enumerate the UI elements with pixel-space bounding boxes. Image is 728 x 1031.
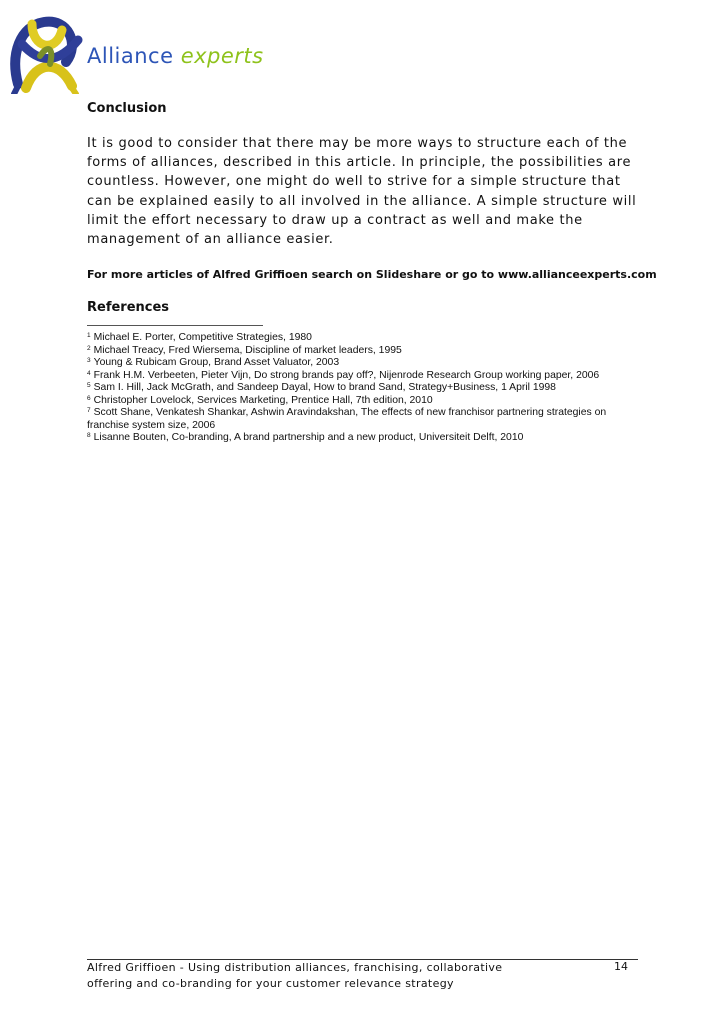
footnote-divider — [87, 325, 263, 326]
reference-number: 4 — [87, 369, 91, 377]
brand-word-alliance: Alliance — [87, 44, 174, 68]
reference-text: Christopher Lovelock, Services Marketing, Prentice Hall, 7th edition, 2010 — [93, 394, 433, 406]
reference-list — [87, 332, 647, 445]
reference-number: 5 — [87, 382, 91, 389]
page-number: 14 — [614, 960, 628, 973]
reference-item — [87, 395, 647, 408]
reference-text: Sam I. Hill, Jack McGrath, and Sandeep Dayal, How to brand Sand, Strategy+Business, 1 April 1998 — [93, 382, 556, 393]
reference-item — [87, 382, 647, 395]
reference-text: Lisanne Bouten, Co-branding, A brand partnership and a new product, Universiteit Delft, 2010 — [93, 432, 524, 443]
conclusion-paragraph: It is good to consider that there may be more ways to structure each of the forms of alliances, described in this article. In principle, the possibilities are countless. However, one might do well to strive for a simple structure that can be explained easily to all involved in the alliance. A simple structure will limit the effort necessary to draw up a contract as well and make the management of an alliance easier. — [87, 136, 637, 248]
reference-text: Scott Shane, Venkatesh Shankar, Ashwin Aravindakshan, The effects of new franchisor partnering strategies on franchise system size, 2006 — [87, 407, 607, 431]
reference-number: 8 — [87, 432, 91, 439]
reference-item — [87, 432, 647, 445]
footer-text: Alfred Griffioen - Using distribution alliances, franchising, collaborative offering and co-branding for your customer relevance strategy — [87, 961, 503, 990]
reference-text: Michael Treacy, Fred Wiersema, Discipline of market leaders, 1995 — [93, 344, 402, 356]
conclusion-heading: Conclusion — [87, 101, 167, 116]
reference-item — [87, 370, 647, 383]
reference-text: Frank H.M. Verbeeten, Pieter Vijn, Do strong brands pay off?, Nijenrode Research Group working paper, 2006 — [93, 369, 600, 381]
brand-name — [87, 44, 264, 68]
reference-item — [87, 407, 647, 432]
brand-word-experts: experts — [180, 44, 264, 68]
more-articles-note: For more articles of Alfred Griffioen search on Slideshare or go to www.allianceexperts.com — [87, 268, 657, 281]
reference-number: 3 — [87, 357, 91, 364]
references-heading: References — [87, 300, 170, 315]
reference-number: 1 — [87, 332, 91, 339]
rope-knot-icon — [10, 14, 84, 94]
reference-text: Michael E. Porter, Competitive Strategies, 1980 — [93, 332, 312, 343]
reference-item — [87, 357, 647, 370]
reference-item — [87, 332, 647, 345]
reference-item — [87, 345, 647, 358]
reference-text: Young & Rubicam Group, Brand Asset Valuator, 2003 — [93, 357, 340, 368]
reference-number: 6 — [87, 394, 91, 402]
reference-number: 2 — [87, 344, 91, 352]
reference-number: 7 — [87, 407, 91, 414]
